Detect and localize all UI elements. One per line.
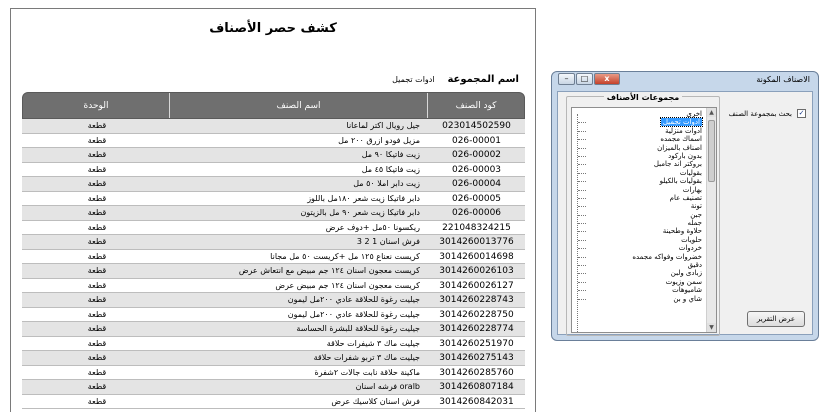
tree-item[interactable] (574, 202, 704, 210)
groups-tree[interactable] (571, 107, 717, 333)
row-code: 026-00001 (451, 135, 502, 146)
row-code: 3014260014698 (439, 251, 514, 262)
table-row (22, 206, 525, 221)
row-name: جيل رويال اكتر لماعانا (346, 121, 420, 130)
table-row (22, 235, 525, 250)
close-button[interactable]: x (594, 73, 620, 85)
row-code: 3014260285760 (439, 367, 514, 378)
header-name: اسم الصنف (169, 93, 427, 118)
row-unit: قطعة (87, 295, 107, 304)
items-dialog (551, 71, 819, 341)
tree-item-label: سمن وزيوت (665, 277, 702, 286)
row-name: فرش اسنان كلاسيك عرض (331, 396, 420, 406)
table-row (22, 264, 525, 279)
scroll-down-icon[interactable]: ▼ (707, 323, 716, 332)
table-row (22, 163, 525, 178)
row-code: 026-00005 (451, 193, 502, 204)
tree-item-label: جمله (687, 219, 702, 228)
row-code: 3014260026103 (439, 266, 514, 276)
row-unit: قطعة (87, 251, 107, 261)
row-unit: قطعة (87, 324, 107, 333)
row-unit: قطعة (87, 309, 107, 319)
table-row (22, 148, 525, 163)
table-row (22, 395, 525, 410)
tree-item[interactable] (574, 278, 704, 286)
minimize-button[interactable]: – (558, 73, 575, 85)
row-code: 3014260807184 (439, 382, 514, 392)
row-name: زيت فاتيكا ٩٠ مل (361, 150, 420, 159)
row-code: 026-00003 (451, 164, 502, 175)
tree-item[interactable] (574, 236, 704, 244)
header-unit: الوحدة (83, 100, 109, 111)
row-name: زيت دابر املا ٥٠ مل (353, 179, 420, 188)
table-row (22, 366, 525, 381)
vertical-scrollbar[interactable] (706, 108, 716, 332)
table-row (22, 279, 525, 294)
row-name: مزيل فودو ازرق ٢٠٠ مل (338, 135, 420, 145)
tree-item-label: خردوات (678, 244, 702, 253)
row-name: كريست نعناع ١٢٥ مل +كريست ٥٠ مل مجانا (270, 251, 420, 261)
tree-item[interactable] (574, 118, 704, 126)
row-unit: قطعة (87, 135, 107, 145)
report-title: كشف حصر الأصناف (209, 21, 337, 36)
table-row (22, 192, 525, 207)
group-label: اسم المجموعة (447, 74, 519, 85)
table-body (22, 119, 525, 409)
row-name: جيليت ماك ٣ شيفرات حلاقة (326, 338, 420, 348)
tree-item[interactable] (574, 160, 704, 168)
table-header (22, 92, 525, 119)
row-name: كريست معجون اسنان ١٢٤ جم مبيض مع انتعاش عرض (238, 266, 420, 275)
row-name: جيليت ماك ٣ تربو شفرات حلاقة (313, 353, 420, 362)
report-page (10, 8, 536, 412)
tree-item[interactable] (574, 219, 704, 227)
table-row (22, 119, 525, 134)
tree-item[interactable] (574, 211, 704, 219)
row-code: 026-00006 (451, 208, 502, 218)
row-name: فرش اسنان 1 2 3 (356, 237, 420, 246)
tree-item-label: اخرى (686, 110, 702, 118)
tree-item[interactable] (574, 286, 704, 294)
row-code: 3014260228750 (439, 309, 514, 320)
tree-item-label: تونة (690, 202, 702, 211)
row-name: ريكسونا ٥٠مل +دوف عرض (325, 222, 420, 232)
tree-item-label: شاي و بن (673, 294, 702, 303)
row-unit: قطعة (87, 208, 107, 217)
table-row (22, 293, 525, 308)
table-row (22, 322, 525, 337)
row-name: جيليت رغوة للحلاقة للبشرة الحساسة (296, 324, 420, 333)
group-value: ادوات تجميل (392, 75, 435, 84)
row-code: 3014260026127 (439, 280, 514, 291)
tree-item-label: بهارات (682, 185, 702, 194)
row-code: 3014260013776 (439, 237, 514, 247)
row-name: دابر فاتيكا زيت شعر ٩٠ مل بالزيتون (300, 208, 420, 217)
tree-items (574, 110, 704, 303)
row-name: oralb فرشه اسنان (355, 382, 420, 391)
tree-item[interactable] (574, 244, 704, 252)
row-name: ماكينة حلاقة نابت جالات ٢شفرة (314, 367, 420, 377)
tree-item[interactable] (574, 169, 704, 177)
row-unit: قطعة (87, 179, 107, 188)
tree-item-label: تصنيف عام (669, 193, 702, 202)
tree-item-label: بروكتر اند جامبل (653, 160, 702, 169)
row-unit: قطعة (87, 353, 107, 362)
window-buttons (558, 73, 620, 85)
row-code: 3014260251970 (439, 338, 514, 349)
tree-item[interactable] (574, 269, 704, 277)
table-row (22, 308, 525, 323)
tree-item-label: ادوات منزلية (665, 126, 702, 135)
row-unit: قطعة (87, 382, 107, 391)
table-row (22, 337, 525, 352)
row-unit: قطعة (87, 121, 107, 130)
row-unit: قطعة (87, 367, 107, 377)
tree-item-label: جبن (690, 210, 702, 219)
item-groups-box (566, 93, 720, 336)
row-name: جيليت رغوة للحلاقة عادي ٢٠٠مل ليمون (287, 309, 420, 319)
row-name: زيت فاتيكا ٤٥ مل (361, 164, 420, 174)
show-report-button[interactable]: عرض التقرير (747, 311, 805, 327)
row-code: 3014260228774 (439, 324, 514, 334)
row-unit: قطعة (87, 164, 107, 174)
tree-item-label: زبادى ولبن (670, 269, 702, 278)
maximize-button[interactable]: □ (576, 73, 593, 85)
row-name: دابر فاتيكا زيت شعر ١٨٠مل باللوز (307, 193, 420, 203)
header-code: كود الصنف (427, 93, 524, 118)
row-unit: قطعة (87, 150, 107, 159)
row-code: 3014260228743 (439, 295, 514, 305)
tree-item-label: بدون باركود (668, 151, 702, 160)
tree-item-label: حلاوة وطحينة (662, 227, 702, 236)
tree-item[interactable] (574, 261, 704, 269)
row-code: 023014502590 (442, 121, 511, 131)
row-code: 026-00004 (451, 179, 502, 189)
search-by-group-checkbox[interactable]: ✓ (798, 109, 805, 117)
tree-item[interactable] (574, 194, 704, 202)
group-box-title-text: مجموعات الأصناف (604, 93, 682, 102)
row-name: كريست معجون اسنان ١٢٤ جم مبيض عرض (275, 280, 420, 290)
group-line (392, 74, 519, 85)
tree-item-label: خضروات وفواكه مجمده (632, 252, 702, 261)
tree-item[interactable] (574, 177, 704, 185)
tree-item-label: بقوليات (679, 168, 702, 177)
row-unit: قطعة (87, 266, 107, 275)
row-unit: قطعة (87, 237, 107, 246)
table-row (22, 351, 525, 366)
scroll-up-icon[interactable]: ▲ (707, 108, 716, 117)
group-box-title (567, 93, 719, 102)
row-code: 3014260275143 (439, 353, 514, 363)
tree-item-label: حلويات (681, 235, 702, 244)
row-unit: قطعة (87, 338, 107, 348)
tree-item[interactable] (574, 186, 704, 194)
table-row (22, 134, 525, 149)
tree-item[interactable] (574, 295, 704, 303)
row-code: 026-00002 (451, 150, 502, 160)
row-unit: قطعة (87, 396, 107, 406)
tree-item-label: دقيق (687, 261, 702, 270)
tree-item[interactable] (574, 227, 704, 235)
row-name: جيليت رغوة للحلاقة عادي ٢٠٠مل ليمون (287, 295, 420, 304)
row-code: 3014260842031 (439, 396, 514, 407)
tree-item[interactable] (574, 152, 704, 160)
table-row (22, 221, 525, 236)
row-code: 221048324215 (442, 222, 511, 233)
window-title: الاصناف المكونة (756, 75, 810, 84)
tree-item-label: ادوات تجميل (662, 118, 700, 127)
tree-item[interactable] (574, 135, 704, 143)
tree-item-label: بقوليات بالكيلو (659, 177, 702, 186)
tree-item[interactable] (574, 127, 704, 135)
scroll-thumb[interactable] (708, 120, 715, 182)
search-by-group-option[interactable] (729, 109, 806, 118)
search-by-group-label: بحث بمجموعة الصنف (728, 109, 792, 118)
row-unit: قطعة (87, 222, 107, 232)
tree-item-label: اسماك مجمده (660, 135, 702, 144)
tree-item[interactable] (574, 253, 704, 261)
tree-item-label: شاميوهات (672, 286, 702, 295)
table-row (22, 177, 525, 192)
row-unit: قطعة (87, 280, 107, 290)
title-bar[interactable] (552, 72, 818, 90)
table-row (22, 250, 525, 265)
table-row (22, 380, 525, 395)
report-table (22, 92, 525, 409)
tree-item-label: اصناف بالميزان (657, 143, 702, 152)
dialog-client (557, 91, 813, 335)
row-unit: قطعة (87, 193, 107, 203)
tree-item[interactable] (574, 144, 704, 152)
